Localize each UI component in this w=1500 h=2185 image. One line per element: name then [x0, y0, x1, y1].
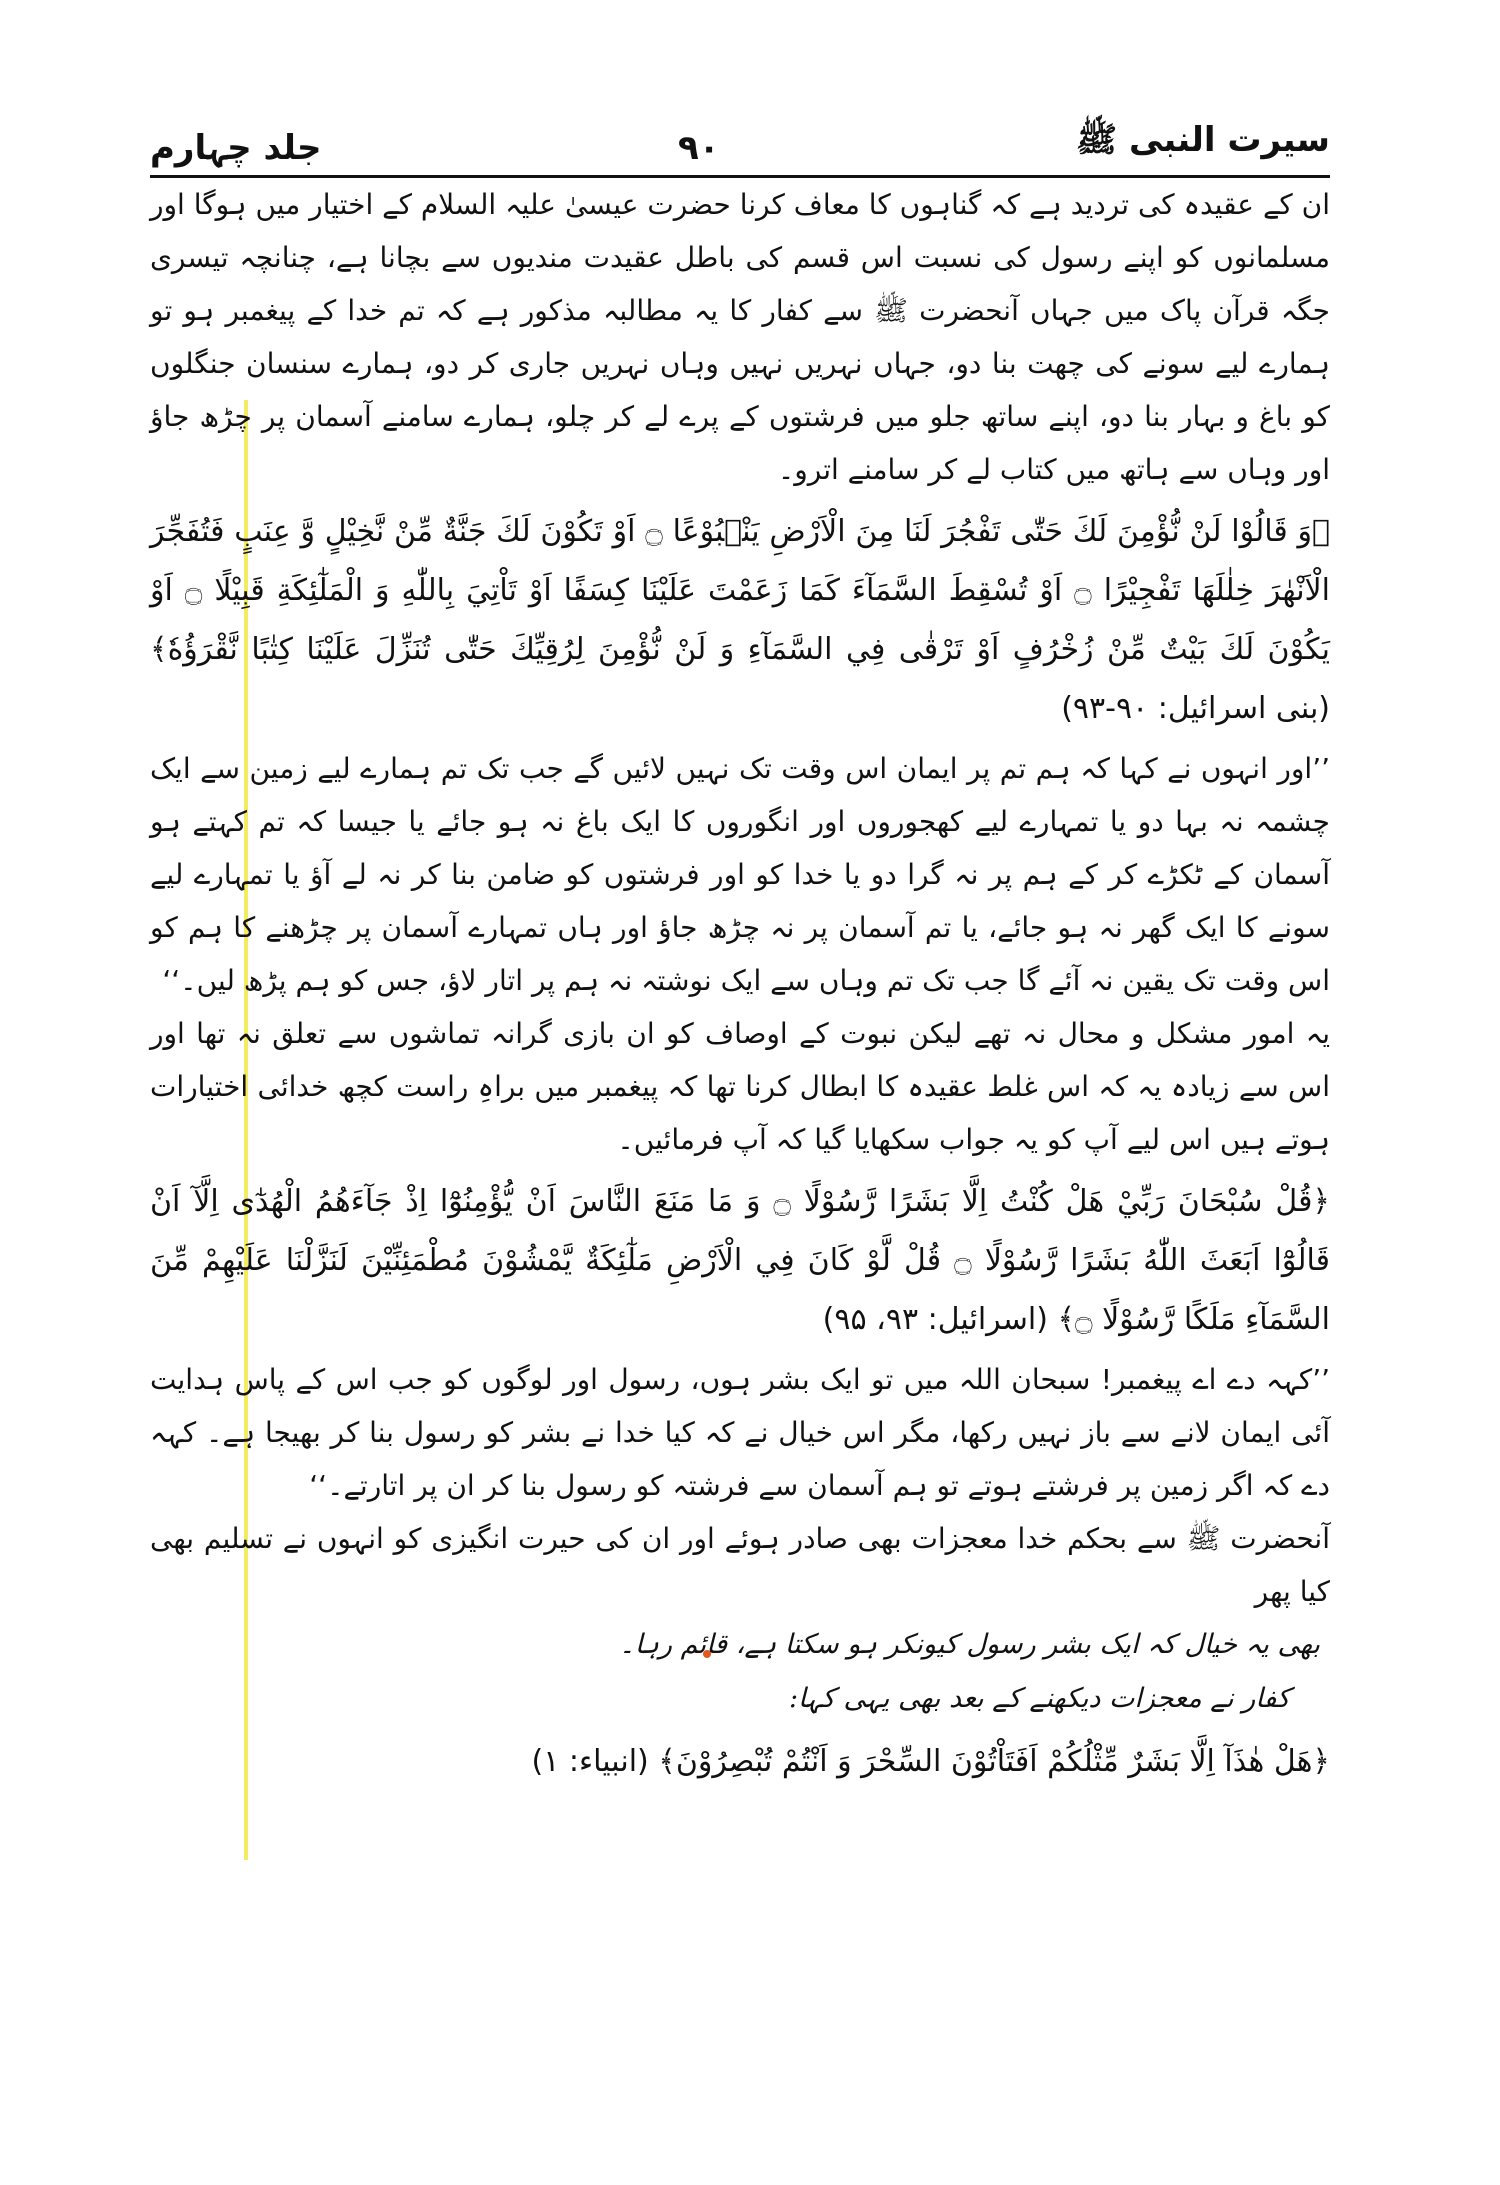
quran-verse-3 [150, 1732, 1330, 1791]
paragraph-3: آنحضرت ﷺ سے بحکم خدا معجزات بھی صادر ہوئے اور ان کی حیرت انگیزی کو انہوں نے تسلیم بھی کیا پھر [150, 1522, 1330, 1608]
handwritten-line-1: بھی یہ خیال کہ ایک بشر رسول کیونکر ہو سکتا ہے، قائم رہا۔ [619, 1629, 1320, 1660]
translation-1: ’’اور انہوں نے کہا کہ ہم تم پر ایمان اس وقت تک نہیں لائیں گے جب تک تم ہمارے لیے زمین سے ایک چشمہ نہ بہا دو یا تمہارے لیے کھجوروں اور انگوروں کا ایک باغ نہ ہو جائے یا جیسا کہ تم کہتے ہو آسمان کے ٹکڑے کر کے ہم پر نہ گرا دو یا خدا کو اور فرشتوں کو ضامن بنا کر نہ لے آؤ یا تمہارے لیے سونے کا ایک گھر نہ ہو جائے، یا تم آسمان پر نہ چڑھ جاؤ اور ہاں تمہارے آسمان پر چڑھنے کا ہم کو اس وقت تک یقین نہ آئے گا جب تک تم وہاں سے ایک نوشتہ نہ ہم پر اتار لاؤ، جس کو ہم پڑھ لیں۔‘‘ [150, 752, 1330, 997]
page-number: ۹۰ [678, 128, 720, 168]
volume-label: جلد چہارم [150, 128, 322, 168]
quran-verse-1 [150, 502, 1330, 738]
page-body [150, 178, 1330, 1795]
quran-verse-2-reference: (اسرائیل: ۹۳، ۹۵) [822, 1302, 1048, 1337]
quran-verse-3-text: ﴿هَلْ هٰذَآ اِلَّا بَشَرٌ مِّثْلُكُمْ اَفَتَاْتُوْنَ السِّحْرَ وَ اَنْتُمْ تُبْصِرُوْنَ﴾ [658, 1744, 1330, 1779]
book-title: سیرت النبی ﷺ [1076, 120, 1330, 160]
paragraph-2: یہ امور مشکل و محال نہ تھے لیکن نبوت کے اوصاف کو ان بازی گرانہ تماشوں سے تعلق نہ تھا اور اس سے زیادہ یہ کہ اس غلط عقیدہ کا ابطال کرنا تھا کہ پیغمبر میں براہِ راست کچھ خدائی اختیارات ہوتے ہیں اس لیے آپ کو یہ جواب سکھایا گیا کہ آپ فرمائیں۔ [150, 1017, 1330, 1156]
quran-verse-1-reference: (بنی اسرائیل: ۹۰-۹۳) [1061, 691, 1330, 726]
quran-verse-2 [150, 1172, 1330, 1349]
paragraph-1: ان کے عقیدہ کی تردید ہے کہ گناہوں کا معاف کرنا حضرت عیسیٰ علیہ السلام کے اختیار میں ہوگا اور مسلمانوں کو اپنے رسول کی نسبت اس قسم کی باطل عقیدت مندیوں سے بچانا ہے، چنانچہ تیسری جگہ قرآن پاک میں جہاں آنحضرت ﷺ سے کفار کا یہ مطالبہ مذکور ہے کہ تم خدا کے پیغمبر ہو تو ہمارے لیے سونے کی چھت بنا دو، جہاں نہریں نہیں وہاں نہریں جاری کر دو، ہمارے سنسان جنگلوں کو باغ و بہار بنا دو، اپنے ساتھ جلو میں فرشتوں کے پرے لے کر چلو، ہمارے سامنے آسمان پر چڑھ جاؤ اور وہاں سے ہاتھ میں کتاب لے کر سامنے اترو۔ [150, 188, 1330, 486]
quran-verse-3-reference: (انبیاء: ۱) [531, 1744, 649, 1779]
handwritten-line-2: کفار نے معجزات دیکھنے کے بعد بھی یہی کہا: [788, 1683, 1290, 1714]
quran-verse-1-text: ﴿وَ قَالُوْا لَنْ نُّؤْمِنَ لَكَ حَتّٰى تَفْجُرَ لَنَا مِنَ الْاَرْضِ يَنْۢبُوْعًا ۝ اَوْ تَكُوْنَ لَكَ جَنَّةٌ مِّنْ نَّخِيْلٍ وَّ عِنَبٍ فَتُفَجِّرَ الْاَنْهٰرَ خِلٰلَهَا تَفْجِيْرًا ۝ اَوْ تُسْقِطَ السَّمَآءَ كَمَا زَعَمْتَ عَلَيْنَا كِسَفًا اَوْ تَاْتِيَ بِاللّٰهِ وَ الْمَلٰٓئِكَةِ قَبِيْلًا ۝ اَوْ يَكُوْنَ لَكَ بَيْتٌ مِّنْ زُخْرُفٍ اَوْ تَرْقٰى فِي السَّمَآءِ وَ لَنْ نُّؤْمِنَ لِرُقِيِّكَ حَتّٰى تُنَزِّلَ عَلَيْنَا كِتٰبًا نَّقْرَؤُهٗ﴾ [150, 514, 1331, 667]
translation-2: ’’کہہ دے اے پیغمبر! سبحان اللہ میں تو ایک بشر ہوں، رسول اور لوگوں کو جب اس کے پاس ہدایت آئی ایمان لانے سے باز نہیں رکھا، مگر اس خیال نے کہ کیا خدا نے بشر کو رسول بنا کر بھیجا ہے۔ کہہ دے کہ اگر زمین پر فرشتے ہوتے تو ہم آسمان سے فرشتہ کو رسول بنا کر ان پر اتارتے۔‘‘ [150, 1363, 1330, 1502]
quran-verse-2-text: ﴿قُلْ سُبْحَانَ رَبِّيْ هَلْ كُنْتُ اِلَّا بَشَرًا رَّسُوْلًا ۝ وَ مَا مَنَعَ النَّاسَ اَنْ يُّؤْمِنُوْٓا اِذْ جَآءَهُمُ الْهُدٰٓى اِلَّآ اَنْ قَالُوْٓا اَبَعَثَ اللّٰهُ بَشَرًا رَّسُوْلًا ۝ قُلْ لَّوْ كَانَ فِي الْاَرْضِ مَلٰٓئِكَةٌ يَّمْشُوْنَ مُطْمَئِنِّيْنَ لَنَزَّلْنَا عَلَيْهِمْ مِّنَ السَّمَآءِ مَلَكًا رَّسُوْلًا ۝﴾ [150, 1184, 1330, 1337]
page-header [150, 108, 1330, 168]
